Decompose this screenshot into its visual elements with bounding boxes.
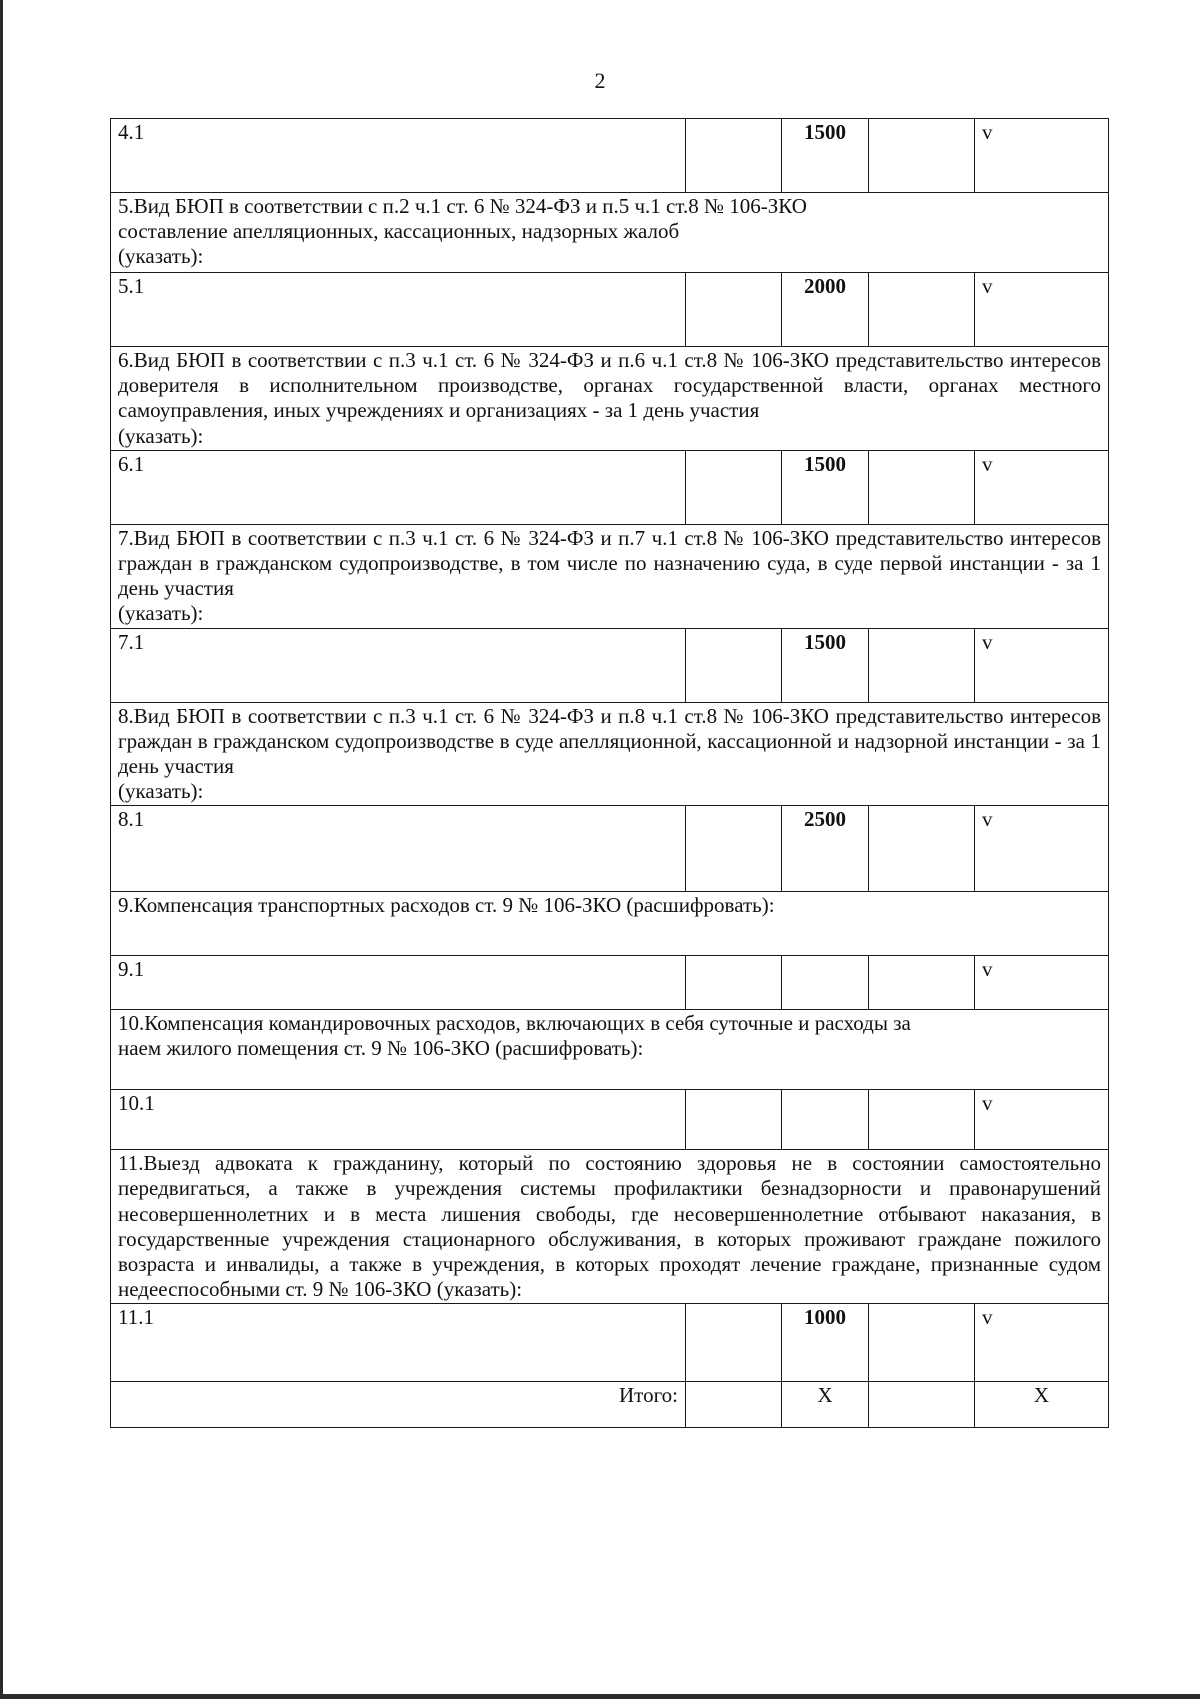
- section-8-text: 8.Вид БЮП в соответствии с п.3 ч.1 ст. 6 № 324-ФЗ и п.8 ч.1 ст.8 № 106-ЗКО представительство интересов граждан в гражданском судопроизводстве в суде апелляционной, кассационной и надзорной инстанции - за 1 день участия: [118, 703, 1101, 778]
- mark-cell: v: [975, 628, 1109, 702]
- section-5-title: 5.Вид БЮП в соответствии с п.2 ч.1 ст. 6 № 324-ФЗ и п.5 ч.1 ст.8 № 106-ЗКО: [118, 194, 807, 218]
- services-table: [110, 118, 1109, 1428]
- total-quantity-cell: [686, 1382, 782, 1428]
- table-row: [111, 119, 1109, 193]
- quantity-cell: [686, 1304, 782, 1382]
- quantity-cell: [686, 806, 782, 892]
- mark-cell: v: [975, 119, 1109, 193]
- total-amount-cell: [869, 1382, 975, 1428]
- quantity-cell: [686, 628, 782, 702]
- scan-border-left: [0, 0, 3, 1699]
- section-7-header: [111, 524, 1109, 628]
- section-10-description: наем жилого помещения ст. 9 № 106-ЗКО (расшифровать):: [118, 1036, 644, 1061]
- section-header-row: [111, 702, 1109, 806]
- section-header-row: [111, 347, 1109, 451]
- section-10-title: 10.Компенсация командировочных расходов, включающих в себя суточные и расходы за: [118, 1011, 911, 1036]
- section-5-note: (указать):: [118, 244, 204, 269]
- quantity-cell: [686, 273, 782, 347]
- price-cell: 2000: [782, 273, 869, 347]
- amount-cell: [869, 628, 975, 702]
- amount-cell: [869, 119, 975, 193]
- section-header-row: [111, 193, 1109, 273]
- item-number-cell: 9.1: [111, 956, 686, 1010]
- section-6-text: 6.Вид БЮП в соответствии с п.3 ч.1 ст. 6 № 324-ФЗ и п.6 ч.1 ст.8 № 106-ЗКО представительство интересов доверителя в исполнительном производстве, органах государственной власти, органах местного самоуправления, иных учреждениях и организациях - за 1 день участия: [118, 348, 1101, 423]
- section-header-row: [111, 524, 1109, 628]
- table-row: [111, 450, 1109, 524]
- table-row: [111, 628, 1109, 702]
- amount-cell: [869, 956, 975, 1010]
- amount-cell: [869, 806, 975, 892]
- page-number: 2: [594, 68, 606, 93]
- total-price-cell: X: [782, 1382, 869, 1428]
- section-8-header: [111, 702, 1109, 806]
- mark-cell: v: [975, 806, 1109, 892]
- section-header-row: [111, 1150, 1109, 1304]
- item-number-cell: 5.1: [111, 273, 686, 347]
- quantity-cell: [686, 119, 782, 193]
- mark-cell: v: [975, 273, 1109, 347]
- table-row: [111, 1304, 1109, 1382]
- amount-cell: [869, 1090, 975, 1150]
- item-number-cell: 7.1: [111, 628, 686, 702]
- amount-cell: [869, 450, 975, 524]
- price-cell: [782, 956, 869, 1010]
- section-9-header: 9.Компенсация транспортных расходов ст. 9 № 106-ЗКО (расшифровать):: [111, 892, 1109, 956]
- section-5-description: составление апелляционных, кассационных, надзорных жалоб: [118, 219, 680, 244]
- section-6-header: [111, 347, 1109, 451]
- item-number-cell: 8.1: [111, 806, 686, 892]
- price-cell: 1500: [782, 628, 869, 702]
- item-number-cell: 11.1: [111, 1304, 686, 1382]
- scan-border-bottom: [0, 1694, 1200, 1699]
- total-row: [111, 1382, 1109, 1428]
- section-7-note: (указать):: [118, 601, 204, 626]
- section-8-note: (указать):: [118, 779, 204, 804]
- price-cell: 2500: [782, 806, 869, 892]
- mark-cell: v: [975, 1304, 1109, 1382]
- section-6-note: (указать):: [118, 423, 204, 448]
- quantity-cell: [686, 450, 782, 524]
- table-row: [111, 1090, 1109, 1150]
- section-header-row: [111, 1010, 1109, 1090]
- price-cell: 1500: [782, 450, 869, 524]
- table-row: [111, 806, 1109, 892]
- mark-cell: v: [975, 450, 1109, 524]
- mark-cell: v: [975, 1090, 1109, 1150]
- amount-cell: [869, 1304, 975, 1382]
- section-5-header: [111, 193, 1109, 273]
- total-label: Итого:: [111, 1382, 686, 1428]
- section-10-header: [111, 1010, 1109, 1090]
- section-header-row: [111, 892, 1109, 956]
- price-cell: 1000: [782, 1304, 869, 1382]
- section-11-header: 11.Выезд адвоката к гражданину, который по состоянию здоровья не в состоянии самостоятельно передвигаться, а также в учреждения системы профилактики безнадзорности и правонарушений несовершеннолетних и в места лишения свободы, где несовершеннолетние отбывают наказания, в государственные учреждения стационарного обслуживания, в которых проживают граждане пожилого возраста и инвалиды, а также в учреждения, в которых проходят лечение граждане, признанные судом недееспособными ст. 9 № 106-ЗКО (указать):: [111, 1150, 1109, 1304]
- table-row: [111, 956, 1109, 1010]
- mark-cell: v: [975, 956, 1109, 1010]
- quantity-cell: [686, 1090, 782, 1150]
- price-cell: 1500: [782, 119, 869, 193]
- item-number-cell: 6.1: [111, 450, 686, 524]
- item-number-cell: 10.1: [111, 1090, 686, 1150]
- table-row: [111, 273, 1109, 347]
- section-7-text: 7.Вид БЮП в соответствии с п.3 ч.1 ст. 6 № 324-ФЗ и п.7 ч.1 ст.8 № 106-ЗКО представительство интересов граждан в гражданском судопроизводстве, в том числе по назначению суда, в суде первой инстанции - за 1 день участия: [118, 525, 1101, 601]
- item-number-cell: 4.1: [111, 119, 686, 193]
- price-cell: [782, 1090, 869, 1150]
- total-mark-cell: X: [975, 1382, 1109, 1428]
- amount-cell: [869, 273, 975, 347]
- quantity-cell: [686, 956, 782, 1010]
